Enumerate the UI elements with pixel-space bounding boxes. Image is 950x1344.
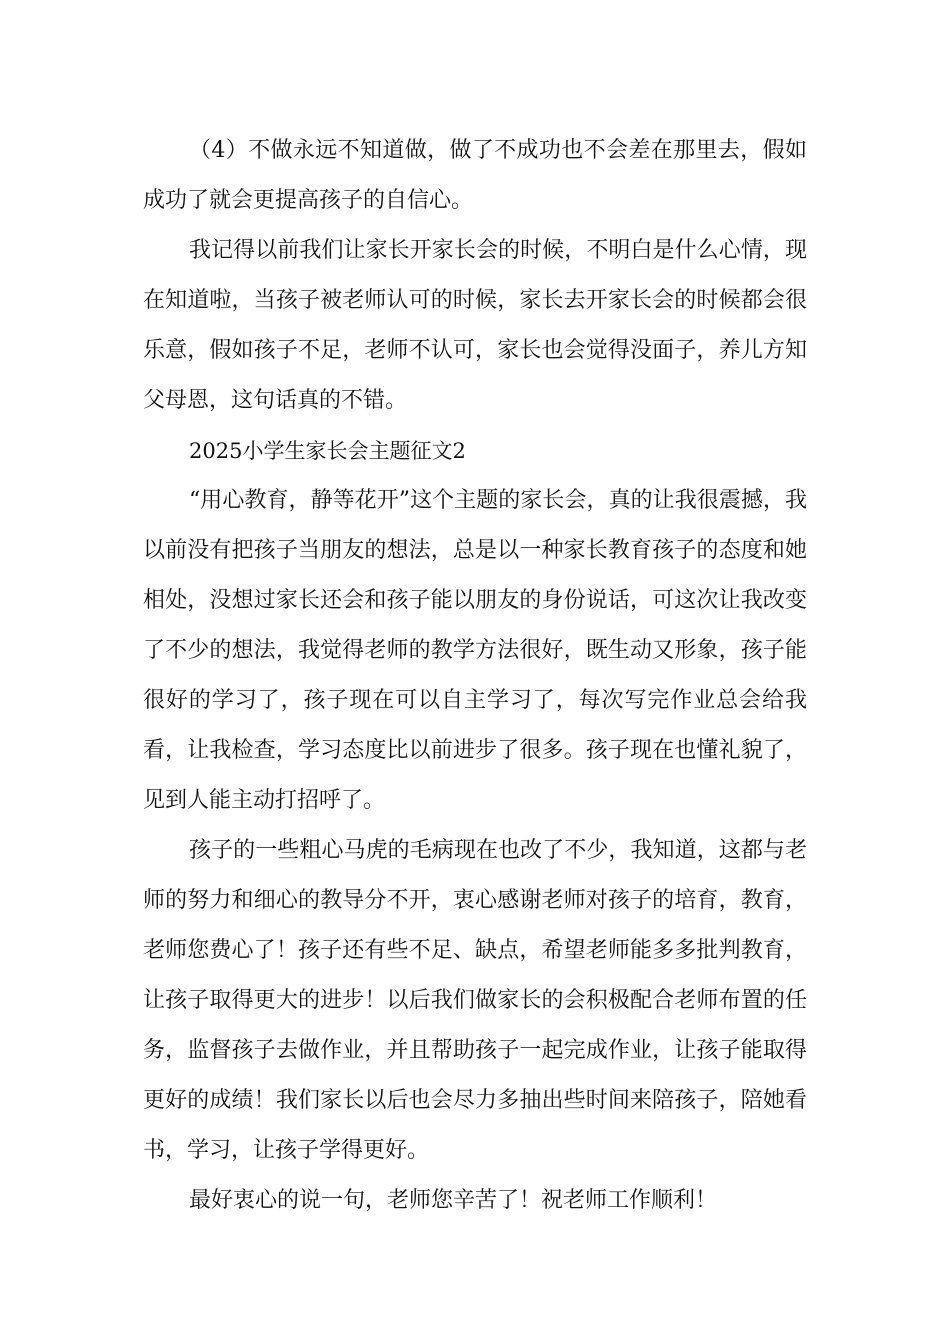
section-title: 2025小学生家长会主题征文2 bbox=[189, 439, 466, 463]
document-body bbox=[143, 126, 807, 1226]
paragraph-parent-meeting: 我记得以前我们让家长开家长会的时候，不明白是什么心情，现在知道啦，当孩子被老师认可的时候，家长去开家长会的时候都会很乐意，假如孩子不足，老师不认可，家长也会觉得没面子，养儿方知父母恩，这句话真的不错。 bbox=[143, 238, 807, 413]
paragraph-closing: 最好衷心的说一句，老师您辛苦了！祝老师工作顺利！ bbox=[189, 1188, 718, 1213]
paragraph-theme-meeting: “用心教育，静等花开”这个主题的家长会，真的让我很震撼，我以前没有把孩子当朋友的想法，总是以一种家长教育孩子的态度和她相处，没想过家长还会和孩子能以朋友的身份说话，可这次让我改变了不少的想法，我觉得老师的教学方法很好，既生动又形象，孩子能很好的学习了，孩子现在可以自主学习了，每次写完作业总会给我看，让我检查，学习态度比以前进步了很多。孩子现在也懂礼貌了，见到人能主动打招呼了。 bbox=[143, 488, 807, 813]
paragraph-item-4: （4）不做永远不知道做，做了不成功也不会差在那里去，假如成功了就会更提高孩子的自信心。 bbox=[143, 138, 807, 213]
paragraph-thanks-teacher: 孩子的一些粗心马虎的毛病现在也改了不少，我知道，这都与老师的努力和细心的教导分不开，衷心感谢老师对孩子的培育，教育，老师您费心了！孩子还有些不足、缺点，希望老师能多多批判教育，让孩子取得更大的进步！以后我们做家长的会积极配合老师布置的任务，监督孩子去做作业，并且帮助孩子一起完成作业，让孩子能取得更好的成绩！我们家长以后也会尽力多抽出些时间来陪孩子，陪她看书，学习，让孩子学得更好。 bbox=[143, 838, 807, 1163]
